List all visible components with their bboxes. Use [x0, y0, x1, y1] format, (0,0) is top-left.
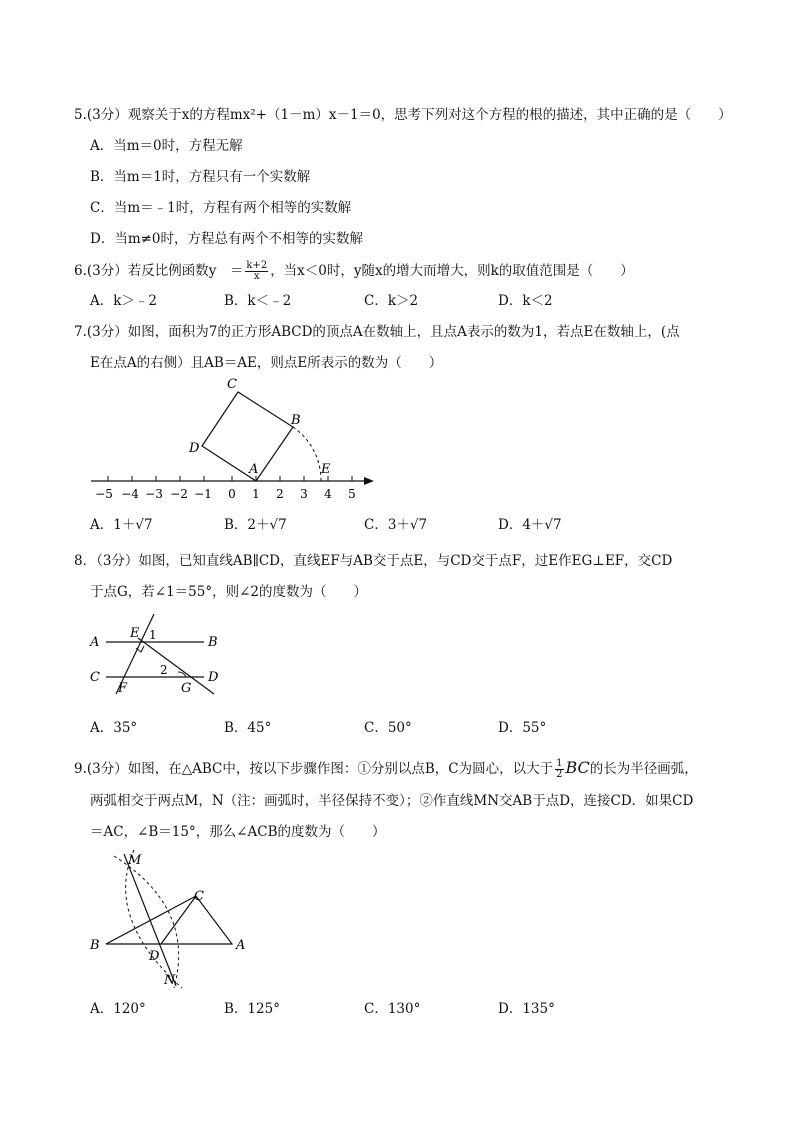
label-a: A — [90, 635, 100, 650]
q6-option-a: A．k＞﹣2 — [90, 293, 158, 309]
q8-stem-line1: 8．（3分）如图，已知直线AB∥CD，直线EF与AB交于点E，与CD交于点F，过E作EG⊥EF，交CD — [74, 553, 673, 569]
q8-option-b: B．45° — [224, 720, 272, 736]
q9-fraction — [555, 759, 563, 780]
line-eg — [138, 638, 214, 694]
q6-frac-num: k+2 — [246, 260, 268, 271]
q8-options — [0, 719, 793, 737]
label-f: F — [118, 681, 128, 696]
label-c: C — [194, 889, 204, 904]
label-b: B — [291, 413, 301, 428]
q7-stem-line2: E在点A的右侧）且AB＝AE，则点E所表示的数为（ ） — [90, 355, 443, 371]
q6-fraction — [245, 261, 268, 282]
label-b: B — [208, 635, 218, 650]
triangle-abc — [106, 896, 232, 944]
right-angle-mark — [136, 646, 144, 652]
tick-label: 0 — [228, 487, 236, 501]
q8-stem-line2: 于点G，若∠1＝55°，则∠2的度数为（ ） — [90, 584, 368, 600]
q5-option-d: D．当m≠0时，方程总有两个不相等的实数解 — [90, 231, 364, 247]
tick-label: 4 — [324, 487, 332, 501]
q9-option-d: D．135° — [498, 1001, 555, 1017]
label-e: E — [130, 626, 140, 641]
label-c: C — [90, 670, 100, 685]
q9-option-a: A．120° — [90, 1001, 146, 1017]
tick-label: −1 — [194, 487, 212, 501]
square-abcd — [202, 392, 293, 481]
arrow-icon — [364, 477, 374, 485]
tick-label: 5 — [348, 487, 356, 501]
dashed-arc — [293, 427, 321, 481]
q7-option-d: D．4＋√7 — [498, 517, 562, 533]
q8-option-a: A．35° — [90, 720, 138, 736]
q7-figure — [85, 372, 385, 507]
label-d: D — [208, 670, 219, 685]
q5-stem: 5.(3分）观察关于x的方程mx²+（1－m）x－1＝0，思考下列对这个方程的根的描述，其中正确的是（ ） — [74, 107, 732, 123]
q6-stem-pre: 6.(3分）若反比例函数y ＝ — [74, 263, 244, 279]
label-m: M — [128, 853, 142, 868]
q9-stem-line2: 两弧相交于两点M，N（注：画弧时，半径保持不变）；②作直线MN交AB于点D，连接CD．如果CD — [90, 793, 694, 809]
q9-options — [0, 1000, 793, 1018]
label-c: C — [227, 377, 237, 392]
label-a: A — [236, 938, 246, 953]
q6-frac-den: x — [253, 271, 260, 282]
tick-label: 2 — [276, 487, 284, 501]
q5-option-b: B．当m＝1时，方程只有一个实数解 — [90, 169, 311, 185]
q9-stem-pre: 9.(3分）如图，在△ABC中，按以下步骤作图：①分别以点B，C为圆心，以大于 — [74, 761, 554, 777]
q7-option-a: A．1＋√7 — [90, 517, 153, 533]
q7-option-b: B．2＋√7 — [224, 517, 287, 533]
tick-marks — [108, 476, 352, 481]
q6-option-d: D．k＜2 — [498, 293, 553, 309]
label-g: G — [181, 681, 192, 696]
angle-2-label: 2 — [160, 663, 168, 677]
q9-figure — [86, 848, 256, 993]
q8-option-c: C．50° — [364, 720, 412, 736]
label-d: D — [189, 441, 200, 456]
tick-label: 3 — [300, 487, 308, 501]
label-a: A — [249, 462, 259, 477]
q7-option-c: C．3＋√7 — [364, 517, 428, 533]
q9-frac-tail: BC — [565, 758, 590, 777]
angle-1-label: 1 — [149, 628, 157, 642]
line-mn — [124, 854, 176, 986]
q7-stem-line1: 7.(3分）如图，面积为7的正方形ABCD的顶点A在数轴上，且点A表示的数为1，若点E在数轴上，(点 — [74, 324, 680, 340]
q6-options — [0, 292, 793, 310]
segment-cd — [161, 896, 196, 944]
q9-option-c: C．130° — [364, 1001, 421, 1017]
tick-label: −3 — [145, 487, 163, 501]
label-n: N — [164, 973, 176, 988]
q9-stem-line1 — [74, 759, 698, 780]
q9-stem-post: 的长为半径画弧， — [589, 761, 698, 777]
q6-stem-post: ，当x＜0时，y随x的增大而增大，则k的取值范围是（ ） — [270, 263, 634, 279]
q5-option-c: C．当m＝﹣1时，方程有两个相等的实数解 — [90, 200, 352, 216]
label-e: E — [321, 462, 331, 477]
q8-option-d: D．55° — [498, 720, 547, 736]
q9-frac-den: 2 — [556, 769, 563, 780]
q8-figure — [86, 610, 236, 700]
tick-label: −2 — [170, 487, 188, 501]
q5-option-a: A．当m＝0时，方程无解 — [90, 138, 243, 154]
label-d: D — [149, 949, 160, 964]
q9-stem-line3: ＝AC，∠B＝15°，那么∠ACB的度数为（ ） — [90, 824, 386, 840]
q6-stem — [74, 261, 634, 282]
q9-option-b: B．125° — [224, 1001, 280, 1017]
tick-label: −4 — [121, 487, 139, 501]
tick-label: −5 — [95, 487, 113, 501]
q6-option-c: C．k＞2 — [364, 293, 419, 309]
q9-frac-num: 1 — [556, 758, 563, 769]
q7-options — [0, 516, 793, 534]
q6-option-b: B．k＜﹣2 — [224, 293, 292, 309]
label-b: B — [90, 938, 100, 953]
tick-label: 1 — [252, 487, 260, 501]
